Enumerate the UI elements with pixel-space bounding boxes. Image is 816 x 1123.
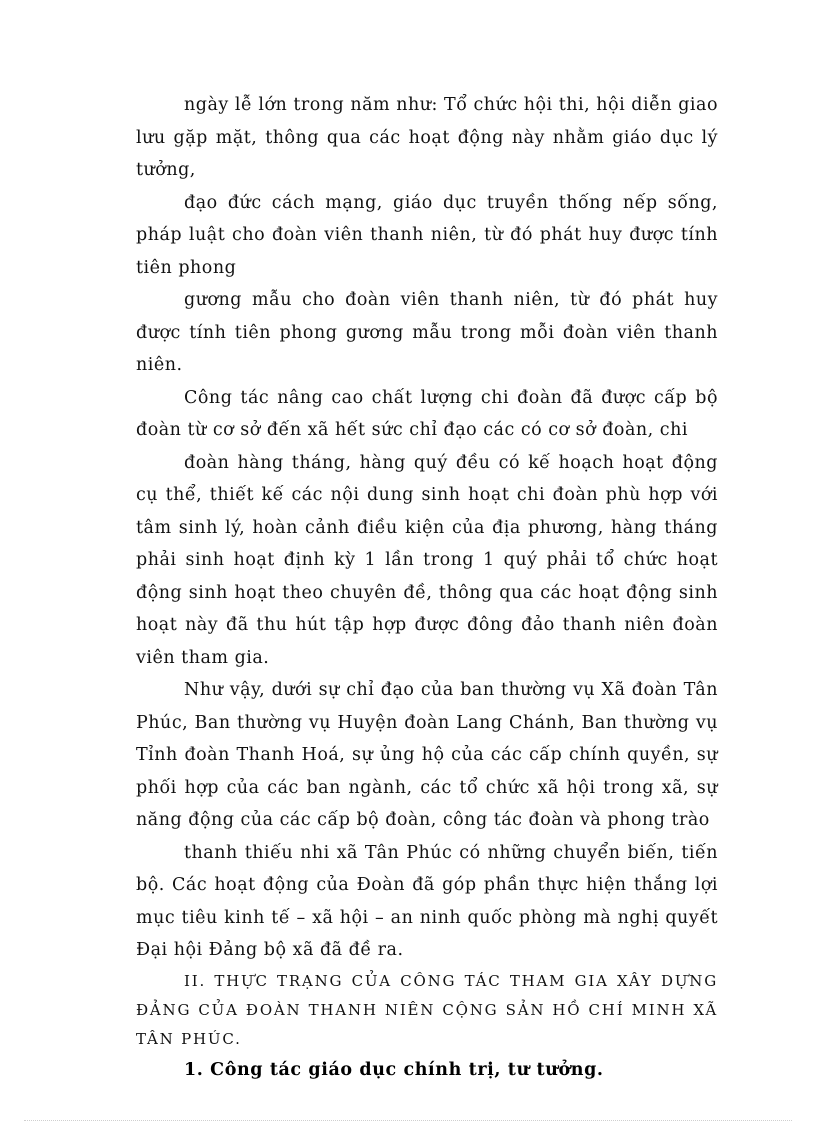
page-bottom-divider bbox=[24, 1120, 792, 1121]
document-page bbox=[136, 89, 718, 1086]
paragraph-1: ngày lễ lớn trong năm như: Tổ chức hội thi, hội diễn giao lưu gặp mặt, thông qua các hoạt động này nhằm giáo dục lý tưởng, bbox=[136, 95, 718, 180]
section-heading: II. THỰC TRẠNG CỦA CÔNG TÁC THAM GIA XÂY DỰNG ĐẢNG CỦA ĐOÀN THANH NIÊN CỘNG SẢN HỒ CHÍ MINH XÃ TÂN PHÚC. bbox=[136, 971, 718, 1048]
paragraph-2: đạo đức cách mạng, giáo dục truyền thống nếp sống, pháp luật cho đoàn viên thanh niên, từ đó phát huy được tính tiên phong bbox=[136, 192, 718, 278]
subsection-heading: 1. Công tác giáo dục chính trị, tư tưởng. bbox=[184, 1059, 604, 1080]
paragraph-5: đoàn hàng tháng, hàng quý đều có kế hoạch hoạt động cụ thể, thiết kế các nội dung sinh hoạt chi đoàn phù hợp với tâm sinh lý, hoàn cảnh điều kiện của địa phương, hàng tháng phải sinh hoạt định kỳ 1 lần trong 1 quý phải tổ chức hoạt động sinh hoạt theo chuyên đề, thông qua các hoạt động sinh hoạt này đã thu hút tập hợp được đông đảo thanh niên đoàn viên tham gia. bbox=[136, 452, 718, 668]
paragraph-6: Như vậy, dưới sự chỉ đạo của ban thường vụ Xã đoàn Tân Phúc, Ban thường vụ Huyện đoàn Lang Chánh, Ban thường vụ Tỉnh đoàn Thanh Hoá, sự ủng hộ của các cấp chính quyền, sự phối hợp của các ban ngành, các tổ chức xã hội trong xã, sự năng động của các cấp bộ đoàn, công tác đoàn và phong trào bbox=[136, 680, 718, 830]
paragraph-7: thanh thiếu nhi xã Tân Phúc có những chuyển biến, tiến bộ. Các hoạt động của Đoàn đã góp phần thực hiện thắng lợi mục tiêu kinh tế – xã hội – an ninh quốc phòng mà nghị quyết Đại hội Đảng bộ xã đã đề ra. bbox=[136, 842, 718, 960]
paragraph-4: Công tác nâng cao chất lượng chi đoàn đã được cấp bộ đoàn từ cơ sở đến xã hết sức chỉ đạo các có cơ sở đoàn, chi bbox=[136, 387, 718, 440]
paragraph-3: gương mẫu cho đoàn viên thanh niên, từ đó phát huy được tính tiên phong gương mẫu trong mỗi đoàn viên thanh niên. bbox=[136, 290, 718, 375]
